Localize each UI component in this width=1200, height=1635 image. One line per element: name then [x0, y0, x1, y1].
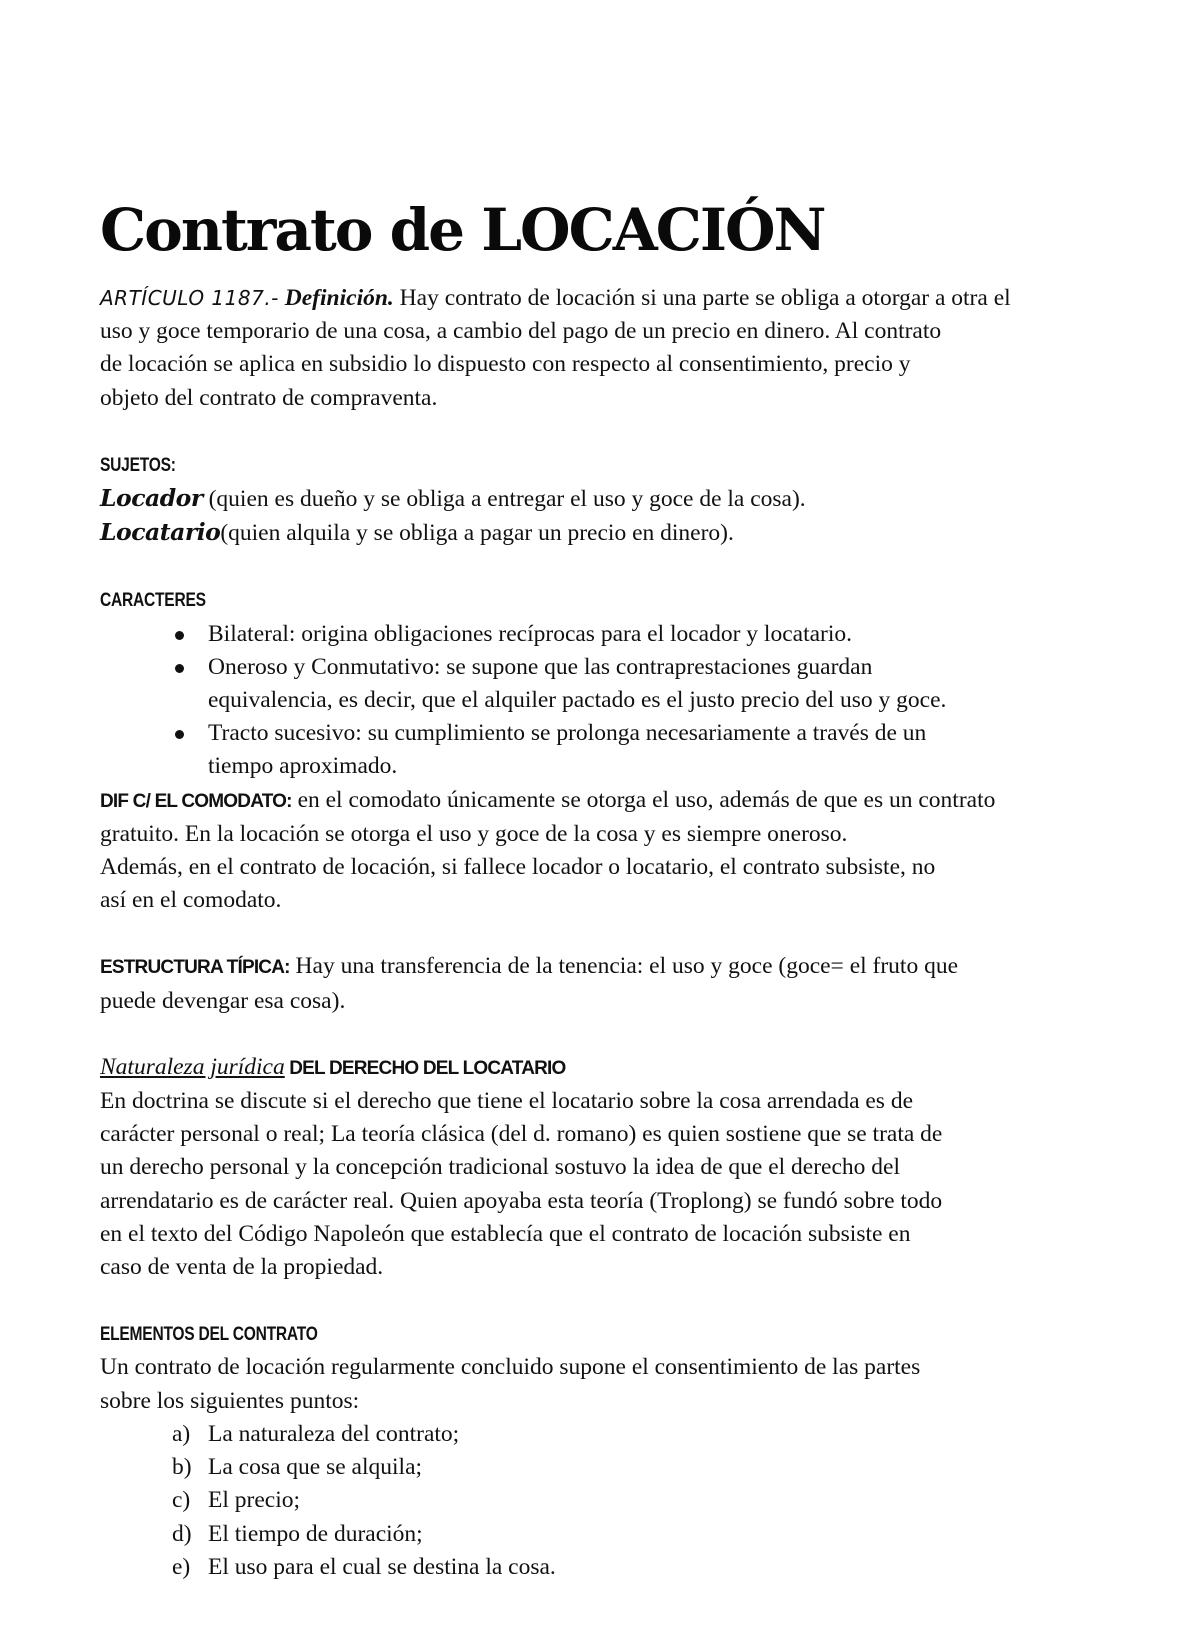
term-locatario: Locatario [100, 518, 221, 547]
article-line: de locación se aplica en subsidio lo dispuesto con respecto al consentimiento, precio y [100, 351, 911, 378]
section-heading-comodato: DIF C/ EL COMODATO: [100, 790, 292, 812]
naturaleza-section: Naturaleza jurídica DEL DERECHO DEL LOCATARIO En doctrina se discute si el derecho que tiene el locatario sobre la cosa arrendada es de carácter personal o real; La teoría clásica (del d. romano) es quien sostiene que se trata de un derecho personal y la concepción tradicional sostuvo la idea de que el derecho del arrendatario es de carácter real. Quien apoyaba esta teoría (Troplong) se fundó sobre todo en el texto del Código Napoleón que establecía que el contrato de locación subsiste en caso de venta de la propiedad. [100, 1053, 943, 1281]
list-item: b) La cosa que se alquila; [208, 1451, 1060, 1484]
section-heading-naturaleza: DEL DERECHO DEL LOCATARIO [284, 1057, 566, 1079]
list-marker: e) [172, 1553, 191, 1580]
bullet-icon [175, 631, 184, 640]
list-item: c) El precio; [208, 1484, 1060, 1517]
list-marker: b) [172, 1454, 192, 1481]
comodato-section: DIF C/ EL COMODATO: en el comodato únicamente se otorga el uso, además de que es un contrato gratuito. En la locación se otorga el uso y goce de la cosa y es siempre oneroso. Además, en el contrato de locación, si fallece locador o locatario, el contrato subsiste, no así en el comodato. [100, 786, 996, 914]
estructura-section: ESTRUCTURA TÍPICA: Hay una transferencia de la tenencia: el uso y goce (goce= el fruto que puede devengar esa cosa). [100, 953, 959, 1014]
section-heading-caracteres: CARACTERES [100, 590, 206, 612]
list-item: d) El tiempo de duración; [208, 1518, 1060, 1551]
article-number: ARTÍCULO 1187.- [100, 286, 279, 310]
list-marker: c) [172, 1487, 191, 1514]
document-title: Contrato de LOCACIÓN [100, 196, 825, 264]
article-line: objeto del contrato de compraventa. [100, 384, 438, 411]
caracteres-section [100, 583, 1060, 783]
list-item: Bilateral: origina obligaciones recíprocas para el locador y locatario. [208, 618, 1060, 651]
section-heading-sujetos: SUJETOS: [100, 454, 176, 476]
document-page [100, 198, 1060, 1584]
elementos-list [100, 1418, 1060, 1584]
bullet-icon [175, 730, 184, 739]
naturaleza-label: Naturaleza jurídica [100, 1053, 285, 1080]
section-heading-estructura: ESTRUCTURA TÍPICA: [100, 957, 290, 979]
term-description: (quien alquila y se obliga a pagar un precio en dinero). [220, 520, 734, 547]
list-marker: d) [172, 1520, 192, 1547]
list-item: Tracto sucesivo: su cumplimiento se prolonga necesariamente a través de un tiempo aproximado. [208, 717, 1060, 783]
list-marker: a) [172, 1420, 191, 1447]
term-description: (quien es dueño y se obliga a entregar el uso y goce de la cosa). [202, 486, 806, 513]
list-item: a) La naturaleza del contrato; [208, 1418, 1060, 1451]
caracteres-list [100, 618, 1060, 784]
list-item: e) El uso para el cual se destina la cosa. [208, 1551, 1060, 1584]
bullet-icon [175, 664, 184, 673]
list-item: Oneroso y Conmutativo: se supone que las contraprestaciones guardan equivalencia, es decir, que el alquiler pactado es el justo precio del uso y goce. [208, 651, 1060, 717]
sujetos-section [100, 448, 1060, 551]
section-heading-elementos: ELEMENTOS DEL CONTRATO [100, 1324, 318, 1346]
definition-label: Definición. [284, 285, 394, 311]
sujeto-item [100, 516, 1060, 550]
sujeto-item [100, 482, 1060, 516]
article-line: Hay contrato de locación si una parte se obliga a otorgar a otra el [393, 285, 1011, 311]
term-locador: Locador [100, 484, 203, 513]
article-definition [100, 282, 1060, 415]
elementos-section: ELEMENTOS DEL CONTRATO Un contrato de locación regularmente concluido supone el consentimiento de las partes sobre los siguientes puntos: a) La naturaleza del contrato; b) La cosa que se alquila; c) El precio; d) El tiempo de duración; e) El uso para el cual se destina la cosa. [100, 1317, 1060, 1584]
article-line: uso y goce temporario de una cosa, a cambio del pago de un precio en dinero. Al contrato [100, 318, 942, 345]
